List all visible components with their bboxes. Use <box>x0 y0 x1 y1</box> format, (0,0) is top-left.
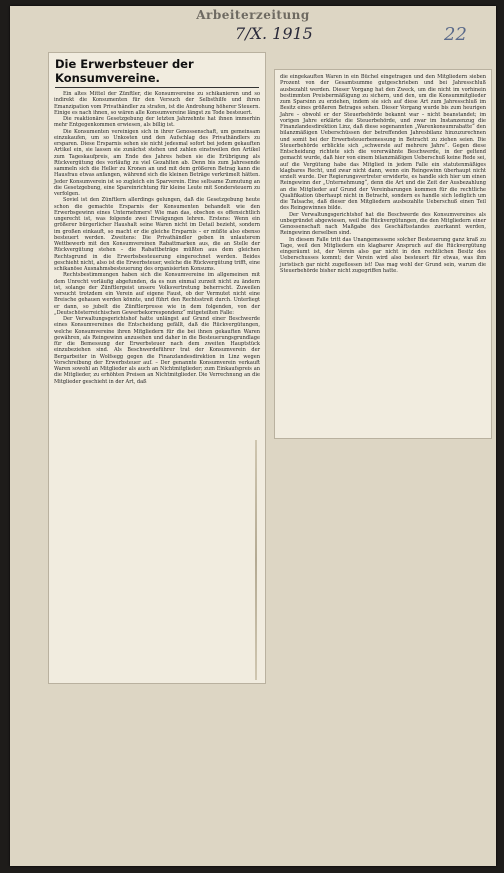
article-clipping-right <box>275 70 491 438</box>
handwritten-date: 7/X. 1915 <box>235 24 313 43</box>
paragraph: die eingekauften Waren in ein Büchel eingetragen und den Mitgliedern sieben Prozent von der Gesamtsumme gutgeschrieben und bei Jahresschluß ausbezahlt werden. Dieser Vorgang hat den Zweck, um die nicht im vorhinein bestimmten Preisbermäßigung zu sichern, und den, um die Konsummitglieder zum Sparsinn zu erziehen, indem sie sich auf diese Art zum Jahresschluß im Besitz eines größeren Betrages sehen. Dieser Vorgang wurde bis zum heurigen Jahre – obwohl er der Steuerbehörde bekannt war – nicht beanstandet; im vorigen Jahre erklärte die Steuerbehörde, und zwar im Instanzenzug die Finanzlandesdirektion Linz, daß diese sogenannten „Warenkonsumrabatte“ den bilanzmäßigen Ueberschüssen der betreffenden Jahresbilanz hinzuzurechnen und somit bei der Erwerbsteuerbemessung in Betracht zu ziehen seien. Die Steuerbehörde erblickte sich „schwerste auf mehrere Jahre“. Gegen diese Entscheidung richtete sich die vorerwähnte Beschwerde, in der geltend gemacht wurde, daß hier von einem bilanzmäßigen Ueberschuß keine Rede sei, auf die Vergütung habe das Mitglied in jedem Falle ein statutenmäßiges klagbares Recht, und zwar nicht dann, wenn ein Reingewinn überhaupt nicht erzielt wurde. Der Regierungsvertreter erwiderte, es handle sich hier um einen Reingewinn der „Unternehmung“, denn die Art und die Zeit der Ausbezahlung an die Mitglieder auf Grund der Vereinbarungen kommen für die rechtliche Qualifikation überhaupt nicht in Betracht, sondern es handle sich lediglich um die Tatsache, daß dieser den Mitgliedern ausbezahlte Ueberschuß einen Teil des Reingewinnes bilde. <box>280 74 486 212</box>
article-title: Die Erwerbsteuer der Konsumvereine. <box>55 57 259 88</box>
paragraph: Der Verwaltungsgerichtshof hat die Beschwerde des Konsumvereines als unbegründet abgewiesen, weil die Rückvergütungen, die den Mitgliedern einer Genossenschaft nach Maßgabe des Geschäftsstandes zuerkannt werden, Reingewinn derselben sind. <box>280 211 486 237</box>
article-column-left <box>49 91 265 385</box>
paragraph: Die Konsumenten vereinigen sich in ihrer Genossenschaft, um gemeinsam einzukaufen, um so Unkosten und den Aufschlag des Privathändlers zu ersparen. Diese Ersparnis sehen sie nicht jedesmal sofort bei jedem gekauften Artikel ein, sie lassen sie zunächst stehen und zahlen einstweilen den Artikel zum Tageskaufpreis, am Ende des Jahres heben sie die Erübrigung als Rückvergütung des vorläufig zu viel Gezahlten ab. Denn bis zum Jahresende sammeln sich die Heller zu Kronen an und mit dem größeren Betrag kann die Hausfrau etwas anfangen, während sich die kleinen Beträge verkrümelt hätten. Jeder Konsumverein ist so zugleich ein Sparverein. Eine seltsame Zumutung an die Gesetzgebung, eine Spareinrichtung für kleine Leute mit Sondersteuern zu verfolgen. <box>54 128 260 197</box>
paragraph: Der Verwaltungsgerichtshof hatte unlängst auf Grund einer Beschwerde eines Konsumvereines die Entscheidung gefällt, daß die Rückvergütungen, welche Konsumvereine ihren Mitgliedern für die bei ihnen gekauften Waren gewähren, als Reingewinn anzusehen und daher in die Besteuerungsgrundlage für die Bemessung der Erwerbsteuer nach dem zweiten Hauptstück einzubeziehen sind. Als Beschwerdeführer trat der Konsumverein der Bergarbeiter in Wolfsegg gegen die Finanzlandesdirektion in Linz wegen Vorschreibung der Erwerbsteuer auf. – Der genannte Konsumverein verkauft Waren sowohl an Mitglieder als auch an Nichtmitglieder; zum Einkaufspreis an die Mitglieder, zu erhöhten Preisen an Nichtmitglieder. Die Verrechnung an die Mitglieder geschieht in der Art, daß <box>54 316 260 385</box>
newspaper-masthead: Arbeiterzeitung <box>196 8 310 22</box>
article-clipping-left <box>49 53 265 683</box>
paragraph: Rechtsbestimmungen haben sich die Konsumvereine im allgemeinen mit dem Unrecht vorläufig abgefunden, da es nun einmal zurzeit nicht zu ändern ist, solange der Zünftlergeist unsere Volksvertretung beherrscht. Zuweilen versucht trotzdem ein Verein auf eigene Faust, ob der Vermutet nicht eine Breische gehauen werden könnte, und führt den Rechtsstreit durch. Unterliegt er dann, so jubelt die Zünftlerpresse wie in dem folgenden, von der „Deutschösterreichischen Gewerbekorrespondenz“ mitgeteilten Falle: <box>54 272 260 316</box>
paper-fold-line <box>255 440 257 680</box>
paragraph: Die reaktionäre Gesetzgebung der letzten Jahrzehnte hat ihnen immerhin mehr Entgegenkommen erwiesen, als billig ist. <box>54 116 260 129</box>
paragraph: Ein altes Mittel der Zünftler, die Konsumvereine zu schikanieren und so indirekt die Konsumenten für den Versuch der Selbsthilfe und ihren Emanzipation vom Privathändler zu strafen, ist die Androhung höherer Steuern. Einige es nach ihnen, so wären alle Konsumvereine längst zu Tode besteuert. <box>54 91 260 116</box>
paragraph: Soviel ist den Zünftlern allerdings gelungen, daß die Gesetzgebung heute schon die gemachte Ersparnis der Konsumenten behandelt wie den Erwerbsgewinn eines Unternehmers! Wie man das, obschon es offensichtlich ungerecht ist, was folgende zwei Erwägungen lehren. Erstens: Wenn ein größerer bürgerlicher Haushalt seine Waren nicht im Detail bezieht, sondern im großen einkauft, so macht er die gleiche Ersparnis – er müßte also ebenso besteuert werden. Zweitens: Die Privathändler geben in unlauterem Wettbewerb mit den Konsumvereinen Rabattmarken aus, die an Stelle der Rückvergütung stehen – die Rabattbeträge müßten aus dem gleichen Rechtsgrund in die Erwerbsbesteuerung eingerechnet werden. Beides geschieht nicht, also ist die Erwerbsteuer, welche die Rückvergütung trifft, eine schikanöse Ausnahmsbesteuerung des organisierten Konsums. <box>54 197 260 272</box>
paragraph: In diesem Falle tritt das Unangemessene solcher Besteuerung ganz kraß zu Tage, weil den Mitgliedern ein klagbarer Anspruch auf die Rückvergütung eingeräumt ist, der Verein also gar nicht in den rechtlichen Besitz des Ueberschusses kommt; der Verein wird also besteuert für etwas, was ihm juristisch gar nicht zugeflossen ist! Das mag wohl der Grund sein, warum die Steuerbehörde bisher nicht zugegriffen hatte. <box>280 236 486 274</box>
page-number-mark: 22 <box>444 24 467 45</box>
article-column-right <box>275 70 491 274</box>
